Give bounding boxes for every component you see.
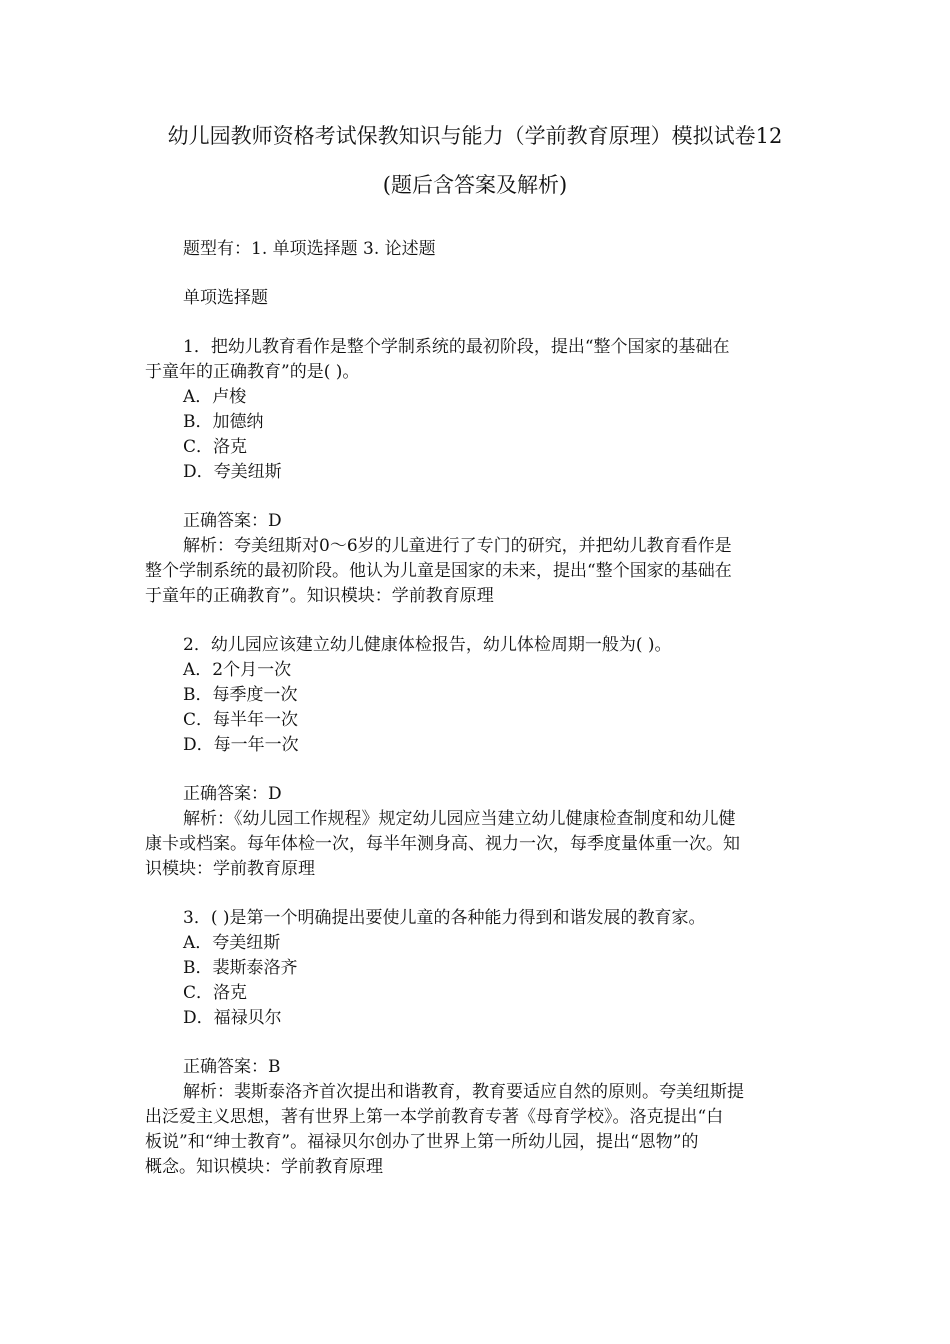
section-heading: 单项选择题 [183, 288, 268, 308]
correct-answer: 正确答案：D [183, 511, 282, 531]
explanation-line: 整个学制系统的最初阶段。他认为儿童是国家的未来，提出“整个国家的基础在 [145, 561, 732, 581]
option-b: B．裴斯泰洛齐 [183, 958, 298, 978]
explanation-line: 解析：《幼儿园工作规程》规定幼儿园应当建立幼儿健康检查制度和幼儿健 [183, 809, 736, 829]
option-a: A．夸美纽斯 [183, 933, 281, 953]
question-stem-line: 1．把幼儿教育看作是整个学制系统的最初阶段，提出“整个国家的基础在 [183, 337, 730, 357]
explanation-line: 解析：夸美纽斯对0～6岁的儿童进行了专门的研究，并把幼儿教育看作是 [183, 536, 732, 556]
option-a: A．2个月一次 [183, 660, 292, 680]
option-c: C．洛克 [183, 437, 248, 457]
option-b: B．每季度一次 [183, 685, 298, 705]
option-a: A．卢梭 [183, 387, 247, 407]
correct-answer: 正确答案：D [183, 784, 282, 804]
option-d: D．每一年一次 [183, 735, 299, 755]
option-d: D．福禄贝尔 [183, 1008, 282, 1028]
option-b: B．加德纳 [183, 412, 264, 432]
explanation-line: 板说”和“绅士教育”。福禄贝尔创办了世界上第一所幼儿园，提出“恩物”的 [145, 1132, 699, 1152]
question-stem-line: 3．( )是第一个明确提出要使儿童的各种能力得到和谐发展的教育家。 [183, 908, 706, 928]
explanation-line: 识模块：学前教育原理 [145, 859, 315, 879]
document-title-line-1: 幼儿园教师资格考试保教知识与能力（学前教育原理）模拟试卷12 [167, 124, 783, 148]
option-d: D．夸美纽斯 [183, 462, 282, 482]
document-title-line-2: (题后含答案及解析) [382, 173, 568, 197]
explanation-line: 概念。知识模块：学前教育原理 [145, 1157, 383, 1177]
option-c: C．每半年一次 [183, 710, 299, 730]
question-types: 题型有：1. 单项选择题 3. 论述题 [183, 239, 436, 259]
option-c: C．洛克 [183, 983, 248, 1003]
explanation-line: 出泛爱主义思想，著有世界上第一本学前教育专著《母育学校》。洛克提出“白 [145, 1107, 724, 1127]
explanation-line: 解析：裴斯泰洛齐首次提出和谐教育，教育要适应自然的原则。夸美纽斯提 [183, 1082, 744, 1102]
explanation-line: 于童年的正确教育”。知识模块：学前教育原理 [145, 586, 494, 606]
question-stem-line: 于童年的正确教育”的是( )。 [145, 362, 360, 382]
question-stem-line: 2．幼儿园应该建立幼儿健康体检报告，幼儿体检周期一般为( )。 [183, 635, 672, 655]
explanation-line: 康卡或档案。每年体检一次，每半年测身高、视力一次，每季度量体重一次。知 [145, 834, 740, 854]
correct-answer: 正确答案：B [183, 1057, 281, 1077]
